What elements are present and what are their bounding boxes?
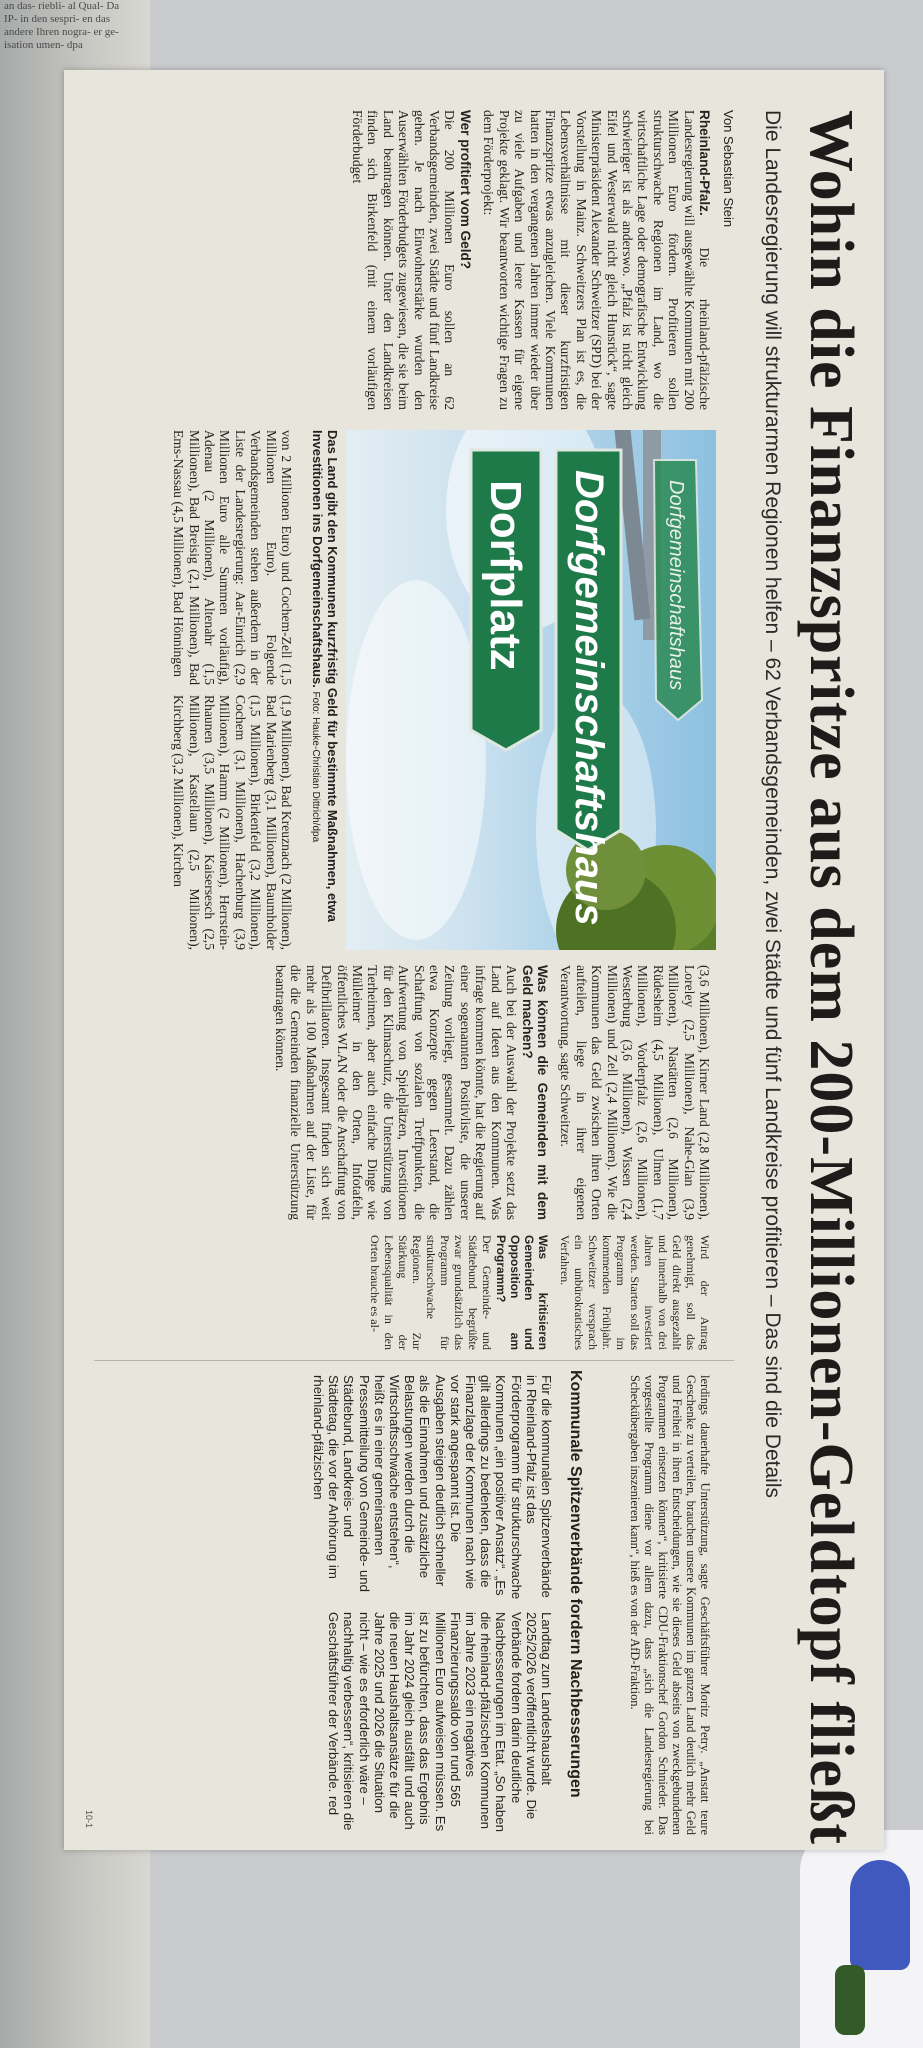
question-heading: Was kritisieren Gemeinden und Opposition am Programm?: [494, 1235, 550, 1350]
author-line: Von Sebastian Stein: [721, 110, 736, 228]
leaf-decoration: [835, 1965, 865, 2035]
body-text: (3,6 Millionen), Kirner Land (2,8 Millionen), Loreley (2,5 Millionen), Nahe-Glan (3,9 Millionen), Nastätten (2,6 Millionen), Rüdesheim (4,5 Millionen), Ulmen (1,7 Millionen), Vorderpfalz (2,6 Millionen), Westerburg (3,6 Millionen), Wissen (2,4 Millionen) und Zell (2,4 Millionen). Wie die Kommunen das Geld zwischen ihren Orten aufteilen, liege in ihrer eigenen Verantwortung, sagte Schweitzer.: [558, 965, 712, 1220]
page-number: 10-1: [84, 1810, 94, 1829]
body-text: Die 200 Millionen Euro sollen an 62 Verbandsgemeinden, zwei Städte und fünf Landkreise gehen. Je nach Einwohnerstärke wurden den Auserwählten Förderbudgets zugewiesen, die sie beim Land beantragen können. Unter den Landkreisen finden sich Birkenfeld (mit einem vorläufigen Förderbudget: [350, 110, 458, 410]
newspaper-page: [64, 70, 884, 1850]
body-text: (1,9 Millionen), Bad Kreuznach (2 Millionen), Bad Marienberg (3,1 Millionen), Baumholder (1,5 Millionen), Birkenfeld (3,2 Millionen), Cochem (3,1 Millionen), Hachenburg (3,9 Millionen), Hamm (2 Millionen), Herrstein-Rhaunen (3,5 Millionen), Kaisersesch (2,5 Millionen), Kastellaun (2,5 Millionen), Kirchberg (3,2 Millionen), Kirchen: [171, 695, 294, 950]
body-text: Der Gemeinde- und Städtebund begrüßte zwar grundsätzlich das Programm für strukturschwache Regionen. Zur Stärkung der Lebensqualität in den Orten brauche es al-: [368, 1235, 494, 1350]
body-text: lerdings dauerhafte Unterstützung, sagte Geschäftsführer Moritz Petry. „Anstatt teure Geschenke zu verteilen, brauchen unsere Kommunen im ganzen Land deutlich mehr Geld und Freiheit in ihren Entscheidungen, wie sie dieses Geld abseits von zweckgebundenen Programmen einsetzen können“, kritisierte CDU-Fraktionschef Gordon Schnieder. Das vorgestellte Programm diene vor allem dazu, dass „sich die Landesregierung bei Scheckübergaben inszenieren kann“, hieß es von der AfD-Fraktion.: [628, 1375, 712, 1835]
sign-small-text: Dorfgemeinschaftshaus: [665, 480, 687, 691]
body-text: Auch bei der Auswahl der Projekte setzt das Land auf Ideen aus den Kommunen. Was infrage kommen könnte, hat die Regierung auf einer sogenannten Positivliste, die unserer Zeitung vorliegt, gesammelt. Dazu zählen etwa Konzepte gegen Leerstand, die Schaffung von sozialen Treffpunkten, die Aufwertung von Spielplätzen, Investitionen für den Klimaschutz, die Unterstützung von Tierheimen, aber auch einfache Dinge wie Mülleimer in den Orten, Infotafeln, öffentliches WLAN oder die Anschaffung von Defibrillatoren. Insgesamt finden sich weit mehr als 100 Maßnahmen auf der Liste, für die die Gemeinden finanzielle Unterstützung beantragen können.: [273, 965, 520, 1220]
article-column-6: [602, 1375, 712, 1835]
article-column-1: [350, 110, 712, 410]
headline: Wohin die Finanzspritze aus dem 200-Millionen-Geldtopf fließt: [797, 110, 865, 1846]
article-column-5: [368, 1235, 712, 1350]
sidebar-title: Kommunale Spitzenverbände fordern Nachbesserungen: [567, 1370, 584, 1798]
subheadline: Die Landesregierung will strukturarmen Regionen helfen – 62 Verbandsgemeinden, zwei Städte und fünf Landkreise profitieren – Das sind die Details: [761, 110, 784, 1498]
body-text: von 2 Millionen Euro) und Cochem-Zell (1,5 Millionen Euro). Folgende Verbandsgemeinden stehen außerdem in der Liste der Landesregierung: Aar-Einrich (2,9 Millionen Euro alle Summen vorläufig), Adenau (2 Millionen), Altenahr (1,5 Millionen), Bad Breisig (2,1 Millionen), Bad Ems-Nassau (4,5 Millionen), Bad Hönningen: [171, 430, 294, 685]
question-heading: Was können die Gemeinden mit dem Geld machen?: [519, 965, 550, 1220]
photo-credit: Foto: Hauke-Christian Dittrich/dpa: [310, 691, 321, 843]
article-column-2: [171, 430, 294, 685]
sign-bottom-text: Dorfplatz: [481, 480, 530, 671]
article-column-4: [273, 965, 712, 1220]
body-text: Wird der Antrag genehmigt, soll das Geld direkt ausgezahlt und innerhalb von drei Jahren investiert werden. Starten soll das Programm im kommenden Frühjahr. Schweitzer versprach ein unbürokratisches Verfahren.: [558, 1235, 712, 1350]
lead-paragraph: [481, 110, 712, 410]
dateline: Rheinland-Pfalz.: [697, 110, 712, 216]
question-heading: Wer profitiert vom Geld?: [457, 110, 473, 270]
sidebar-column-2: Landtag zum Landeshaushalt 2025/2026 veröffentlicht wurde. Die Verbände fordern darin deutliche Nachbesserungen im Etat. „So haben die rheinland-pfälzischen Kommunen im Jahre 2023 ein negatives Finanzierungssaldo von rund 565 Millionen Euro aufweisen müssen. Es ist zu befürchten, dass das Ergebnis im Jahr 2024 gleich ausfällt und auch die neuen Haushaltsansätze für die Jahre 2025 und 2026 die Situation nicht – wie es erforderlich wäre – nachhaltig verbessern“, kritisieren die Geschäftsführer der Verbände. red: [326, 1612, 554, 1832]
signpost-illustration: [346, 430, 716, 950]
caption-text: Das Land gibt den Kommunen kurzfristig Geld für bestimmte Maßnahmen, etwa Investitionen ins Dorfgemeinschaftshaus.: [310, 430, 340, 922]
photo-caption: [308, 430, 340, 950]
sign-top-text: Dorfgemeinschaftshaus: [567, 470, 611, 926]
column-divider: [94, 1360, 734, 1361]
lead-text: Die rheinland-pfälzische Landesregierung will ausgewählte Kommunen mit 200 Millionen Euro fördern. Profitieren sollen strukturschwache Regionen im Land, wo die wirtschaftliche Lage oder demografische Entwicklung schwieriger ist als anderswo. „Pfalz ist nicht gleich Eifel und Westerwald nicht gleich Hunsrück“, sagte Ministerpräsident Alexander Schweitzer (SPD) bei der Vorstellung in Mainz. Schweitzers Plan ist es, die Lebensverhältnisse mit dieser kurzfristigen Finanzspritze etwas anzugleichen. Viele Kommunen hatten in den vergangenen Jahren immer wieder über zu viele Aufgaben und leere Kassen für eigene Projekte geklagt. Wir beantworten wichtige Fragen zu dem Förderprojekt:: [481, 110, 712, 410]
sidebar-column-1: Für die kommunalen Spitzenverbände in Rheinland-Pfalz ist das Förderprogramm für strukturschwache Kommunen „ein positiver Ansatz“. „Es gilt allerdings zu bedenken, dass die Finanzlage der Kommunen nach wie vor stark angespannt ist. Die Ausgaben steigen deutlich schneller als die Einnahmen und zusätzliche Belastungen werden durch die Wirtschaftsschwäche entstehen“, heißt es in einer gemeinsamen Pressemitteilung von Gemeinde- und Städtebund, Landkreis- und Städtetag, die vor der Anhörung im rheinland-pfälzischen: [310, 1375, 554, 1600]
article-photo: [346, 430, 716, 950]
article-column-3: [171, 695, 294, 950]
previous-page-text: an das- riebli- al Qual- Da IP- in den sespri- en das andere Ihren nogra- er ge- isation umen- dpa: [4, 0, 120, 51]
flower-decoration: [850, 1860, 910, 1970]
